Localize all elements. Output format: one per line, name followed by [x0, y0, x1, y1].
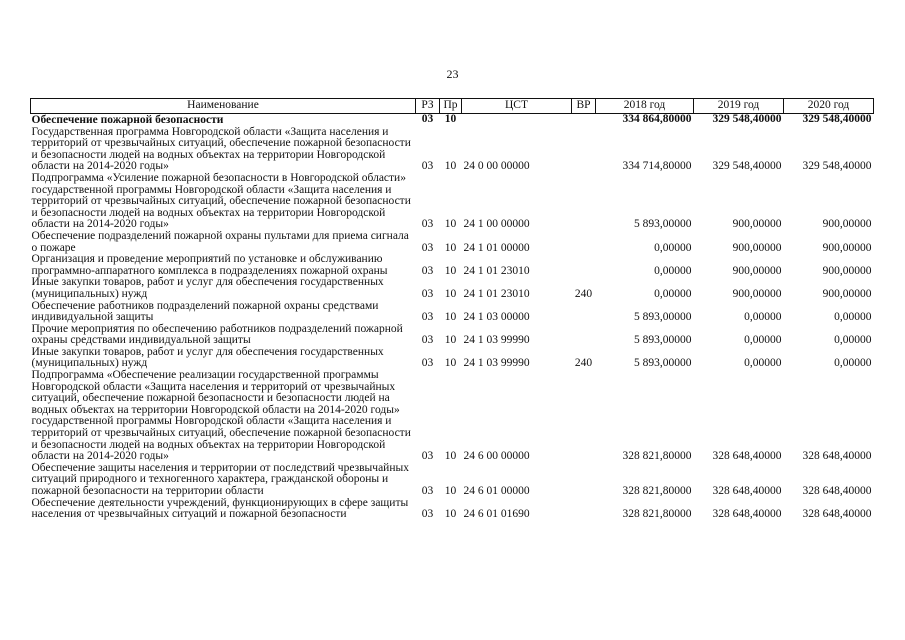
row-pr: 10: [444, 508, 457, 521]
header-rz: РЗ: [416, 99, 440, 114]
row-rz: 03: [421, 334, 434, 347]
row-name: Обеспечение работников подразделений пожарной охраны средствами индивидуальной защиты: [31, 299, 379, 324]
row-2020: 0,00000: [834, 357, 872, 370]
row-name: Обеспечение пожарной безопасности: [31, 114, 224, 126]
row-rz: 03: [421, 287, 434, 300]
row-vr: [572, 324, 596, 347]
row-vr: [572, 254, 596, 277]
row-name: Иные закупки товаров, работ и услуг для обеспечения государственных (муниципальных) нужд: [31, 276, 384, 300]
header-2020: 2020 год: [784, 99, 874, 114]
row-cst: 24 1 03 99990: [463, 357, 530, 370]
row-cst: 24 0 00 00000: [463, 160, 530, 173]
row-name: Обеспечение защиты населения и территории от последствий чрезвычайных ситуаций природного и техногенного характера, гражданской обороны и пожарной безопасности на территории области: [31, 461, 409, 497]
header-cst: ЦСТ: [462, 99, 572, 114]
row-2018: 0,00000: [654, 287, 692, 300]
row-pr: 10: [444, 264, 457, 277]
row-pr: 10: [444, 357, 457, 370]
row-2018: 5 893,00000: [634, 357, 692, 370]
row-2018: 0,00000: [654, 264, 692, 277]
row-rz: 03: [421, 508, 434, 521]
table-header-row: [31, 99, 874, 114]
row-2019: 0,00000: [744, 357, 782, 370]
row-vr: [572, 127, 596, 173]
row-2019: 329 548,40000: [712, 160, 782, 173]
row-2018: 328 821,80000: [622, 485, 692, 497]
table-row: [31, 114, 874, 127]
page-number: 23: [446, 67, 459, 81]
row-2020: 328 648,40000: [802, 450, 872, 463]
row-vr: [572, 370, 596, 463]
row-2019: 900,00000: [732, 264, 782, 277]
row-pr: 10: [444, 287, 457, 300]
table-row: [31, 301, 874, 324]
budget-table: [30, 98, 874, 521]
header-pr: Пр: [440, 99, 462, 114]
row-2020: 328 648,40000: [802, 485, 872, 497]
row-rz: 03: [421, 264, 434, 277]
row-vr: [572, 173, 596, 231]
row-2018: 334 714,80000: [622, 160, 692, 173]
row-2018: 334 864,80000: [622, 113, 692, 125]
row-cst: 24 1 03 99990: [463, 334, 530, 347]
row-pr: 10: [444, 241, 457, 254]
row-rz: 03: [421, 241, 434, 254]
row-cst: 24 1 01 00000: [463, 241, 530, 254]
row-cst: 24 1 01 23010: [463, 264, 530, 277]
row-2019: 329 548,40000: [712, 113, 782, 125]
row-cst: 24 1 01 23010: [463, 287, 530, 300]
row-2018: 328 821,80000: [622, 450, 692, 463]
table-row: [31, 254, 874, 277]
row-vr: [572, 114, 596, 127]
header-name: Наименование: [31, 99, 416, 114]
row-2020: 328 648,40000: [802, 508, 872, 521]
row-2020: 900,00000: [822, 287, 872, 300]
row-2019: 0,00000: [744, 311, 782, 324]
row-cst: 24 6 01 01690: [463, 508, 530, 521]
row-pr: 10: [444, 160, 457, 173]
row-rz: 03: [421, 218, 434, 231]
row-name: Обеспечение подразделений пожарной охраны пультами для приема сигнала о пожаре: [31, 229, 409, 254]
row-name: Организация и проведение мероприятий по установке и обслуживанию программно-аппаратного комплекса в подразделениях пожарной охраны: [31, 253, 388, 277]
row-2020: 900,00000: [822, 241, 872, 254]
row-2019: 328 648,40000: [712, 450, 782, 463]
row-rz: 03: [421, 357, 434, 370]
row-vr: [572, 231, 596, 254]
row-vr: [572, 301, 596, 324]
row-2019: 900,00000: [732, 287, 782, 300]
table-row: [31, 231, 874, 254]
row-name: Прочие мероприятия по обеспечению работников подразделений пожарной охраны средствами индивидуальной защиты: [31, 322, 403, 347]
row-2020: 0,00000: [834, 311, 872, 324]
row-name: Государственная программа Новгородской области «Защита населения и территорий от чрезвычайных ситуаций, обеспечение пожарной безопасности и безопасности людей на водных объектах на территории Новгородской области на 2014-2020 годы»: [31, 125, 411, 173]
table-row: [31, 463, 874, 498]
row-name: Обеспечение деятельности учреждений, функционирующих в сфере защиты населения от чрезвычайных ситуаций и пожарной безопасности: [31, 496, 409, 521]
row-rz: 03: [421, 160, 434, 173]
table-row: [31, 173, 874, 231]
row-rz: 03: [421, 311, 434, 324]
row-pr: 10: [444, 311, 457, 324]
row-2020: 900,00000: [822, 264, 872, 277]
row-rz: 03: [421, 113, 434, 125]
header-2019: 2019 год: [694, 99, 784, 114]
row-pr: 10: [444, 450, 457, 463]
table-row: [31, 347, 874, 370]
row-pr: 10: [444, 113, 457, 125]
row-pr: 10: [444, 485, 457, 497]
row-2018: 5 893,00000: [634, 334, 692, 347]
row-vr: 240: [574, 287, 593, 300]
row-2020: 0,00000: [834, 334, 872, 347]
row-2018: 5 893,00000: [634, 311, 692, 324]
row-cst: 24 1 03 00000: [463, 311, 530, 324]
header-vr: ВР: [572, 99, 596, 114]
row-cst: [462, 114, 572, 127]
table-row: [31, 498, 874, 521]
row-vr: [572, 463, 596, 498]
table-row: [31, 370, 874, 463]
row-rz: 03: [421, 485, 434, 497]
row-2019: 0,00000: [744, 334, 782, 347]
row-2018: 5 893,00000: [634, 218, 692, 231]
row-name: Иные закупки товаров, работ и услуг для обеспечения государственных (муниципальных) нужд: [31, 345, 384, 370]
row-2019: 328 648,40000: [712, 508, 782, 521]
row-pr: 10: [444, 218, 457, 231]
row-2018: 0,00000: [654, 241, 692, 254]
row-cst: 24 1 00 00000: [463, 218, 530, 231]
row-cst: 24 6 00 00000: [463, 450, 530, 463]
row-2018: 328 821,80000: [622, 508, 692, 521]
row-vr: [572, 498, 596, 521]
row-cst: 24 6 01 00000: [463, 485, 530, 497]
row-name: Подпрограмма «Усиление пожарной безопасности в Новгородской области» государственной программы Новгородской области «Защита населения и территорий от чрезвычайных ситуаций, обеспечение пожарной безопасности и безопасности людей на водных объектах на территории Новгородской области на 2014-2020 годы»: [31, 171, 411, 231]
row-2019: 900,00000: [732, 241, 782, 254]
row-pr: 10: [444, 334, 457, 347]
row-name: Подпрограмма «Обеспечение реализации государственной программы Новгородской области «Защита населения и территорий от чрезвычайных ситуаций, обеспечение пожарной безопасности и безопасности людей на водных объектах на территории Новгородской области на 2014-2020 годы» государственной программы Новгородской области «Защита населения и территорий от чрезвычайных ситуаций, обеспечение пожарной безопасности и безопасности людей на водных объектах на территории Новгородской области на 2014-2020 годы»: [31, 369, 411, 463]
row-rz: 03: [421, 450, 434, 463]
table-row: [31, 127, 874, 173]
table-row: [31, 277, 874, 300]
row-2019: 328 648,40000: [712, 485, 782, 497]
table-row: [31, 324, 874, 347]
row-2019: 900,00000: [732, 218, 782, 231]
header-2018: 2018 год: [596, 99, 694, 114]
row-2020: 329 548,40000: [802, 160, 872, 173]
row-vr: 240: [574, 357, 593, 370]
row-2020: 329 548,40000: [802, 113, 872, 125]
row-2020: 900,00000: [822, 218, 872, 231]
